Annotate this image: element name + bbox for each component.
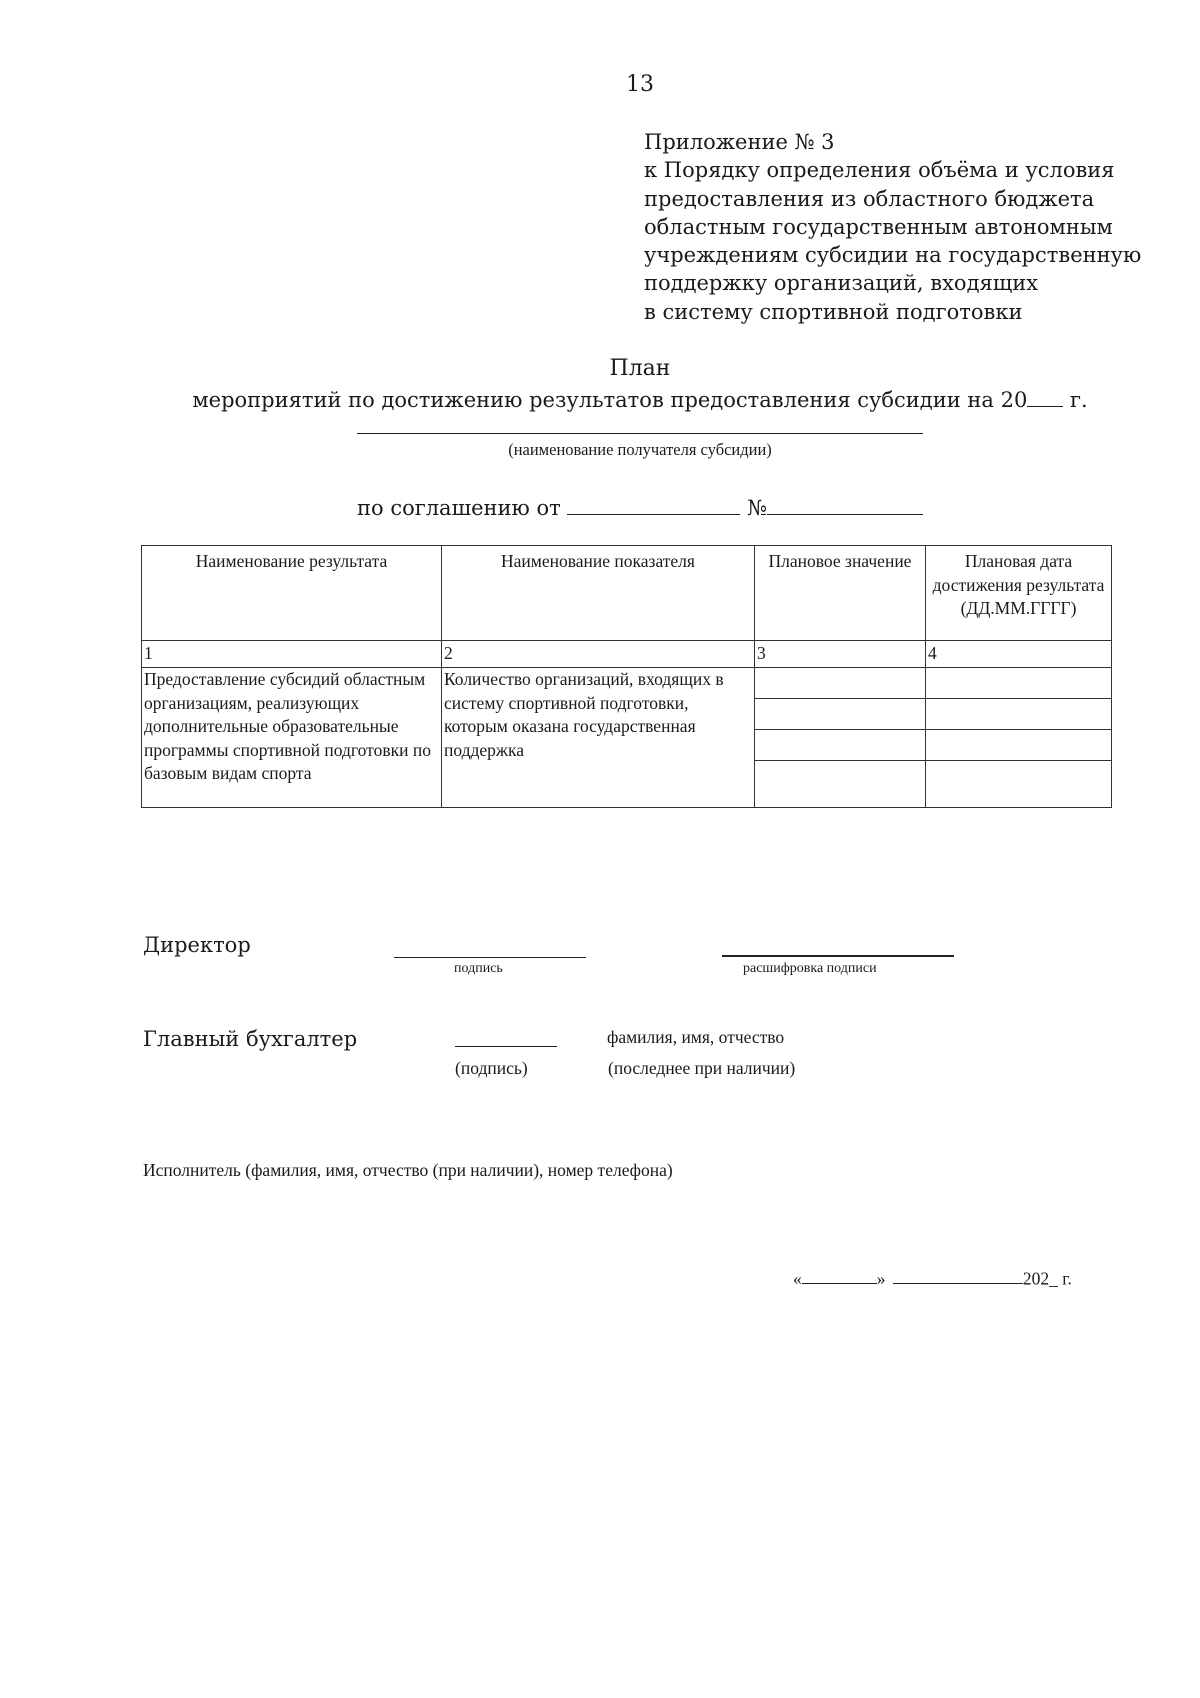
plan-table [141, 545, 1112, 808]
agreement-number-field[interactable] [767, 492, 923, 515]
accountant-label: Главный бухгалтер [143, 1027, 358, 1051]
appendix-line: Приложение № 3 [644, 130, 835, 154]
planned-date-cell[interactable] [926, 761, 1112, 808]
appendix-line: в систему спортивной подготовки [644, 299, 1023, 324]
planned-value-cell[interactable] [755, 668, 926, 699]
column-number: 2 [442, 641, 755, 668]
director-label: Директор [143, 933, 251, 957]
agreement-date-field[interactable] [567, 492, 740, 515]
director-decoding-caption: расшифровка подписи [743, 961, 877, 976]
director-signature-field[interactable] [394, 957, 586, 958]
appendix-line: поддержку организаций, входящих [644, 271, 1039, 296]
table-row [142, 668, 1112, 699]
appendix-line: областным государственным автономным [644, 214, 1113, 239]
table-header-row [142, 546, 1112, 641]
accountant-name-caption: фамилия, имя, отчество [607, 1027, 785, 1047]
date-close-quote: » [876, 1268, 886, 1289]
planned-value-cell[interactable] [755, 761, 926, 808]
plan-subtitle-suffix: г. [1063, 388, 1088, 413]
agreement-line [0, 492, 1200, 520]
date-day-field[interactable] [802, 1265, 877, 1284]
header-planned-value: Плановое значение [755, 546, 926, 641]
agreement-prefix: по соглашению от [357, 496, 568, 521]
date-open-quote: « [793, 1268, 802, 1289]
column-number: 4 [926, 641, 1112, 668]
header-planned-date: Плановая дата достижения результата (ДД.ММ.ГГГГ) [926, 546, 1112, 641]
appendix-line: к Порядку определения объёма и условия [644, 158, 1115, 183]
date-year: 202_ г. [1022, 1268, 1072, 1289]
indicator-name-cell: Количество организаций, входящих в систему спортивной подготовки, которым оказана государственная поддержка [442, 668, 755, 808]
director-signature-caption: подпись [454, 961, 503, 976]
year-blank[interactable] [1027, 384, 1063, 407]
plan-subtitle [0, 384, 1200, 412]
director-decoding-field[interactable] [722, 955, 954, 957]
agreement-number-sign: № [740, 496, 767, 521]
accountant-signature-caption: (подпись) [455, 1058, 528, 1078]
planned-date-cell[interactable] [926, 730, 1112, 761]
plan-title: План [609, 356, 671, 381]
planned-date-cell[interactable] [926, 668, 1112, 699]
header-indicator-name: Наименование показателя [442, 546, 755, 641]
date-month-field[interactable] [893, 1265, 1023, 1284]
header-result-name: Наименование результата [142, 546, 442, 641]
date-line [793, 1265, 1072, 1289]
appendix-line: учреждениям субсидии на государственную [644, 243, 1142, 268]
column-number: 3 [755, 641, 926, 668]
appendix-line: предоставления из областного бюджета [644, 186, 1095, 211]
column-number: 1 [142, 641, 442, 668]
planned-value-cell[interactable] [755, 730, 926, 761]
plan-subtitle-text: мероприятий по достижению результатов предоставления субсидии на 20 [192, 388, 1028, 413]
accountant-name-note: (последнее при наличии) [608, 1058, 796, 1078]
result-name-cell: Предоставление субсидий областным организациям, реализующих дополнительные образовательные программы спортивной подготовки по базовым видам спорта [142, 668, 442, 808]
executor-line: Исполнитель (фамилия, имя, отчество (при наличии), номер телефона) [143, 1160, 673, 1180]
page-number: 13 [626, 72, 654, 97]
recipient-caption: (наименование получателя субсидии) [508, 440, 772, 459]
table-column-numbers-row [142, 641, 1112, 668]
accountant-signature-field[interactable] [455, 1046, 557, 1047]
planned-value-cell[interactable] [755, 699, 926, 730]
appendix-header [644, 128, 1141, 326]
recipient-name-field[interactable] [357, 433, 923, 434]
planned-date-cell[interactable] [926, 699, 1112, 730]
